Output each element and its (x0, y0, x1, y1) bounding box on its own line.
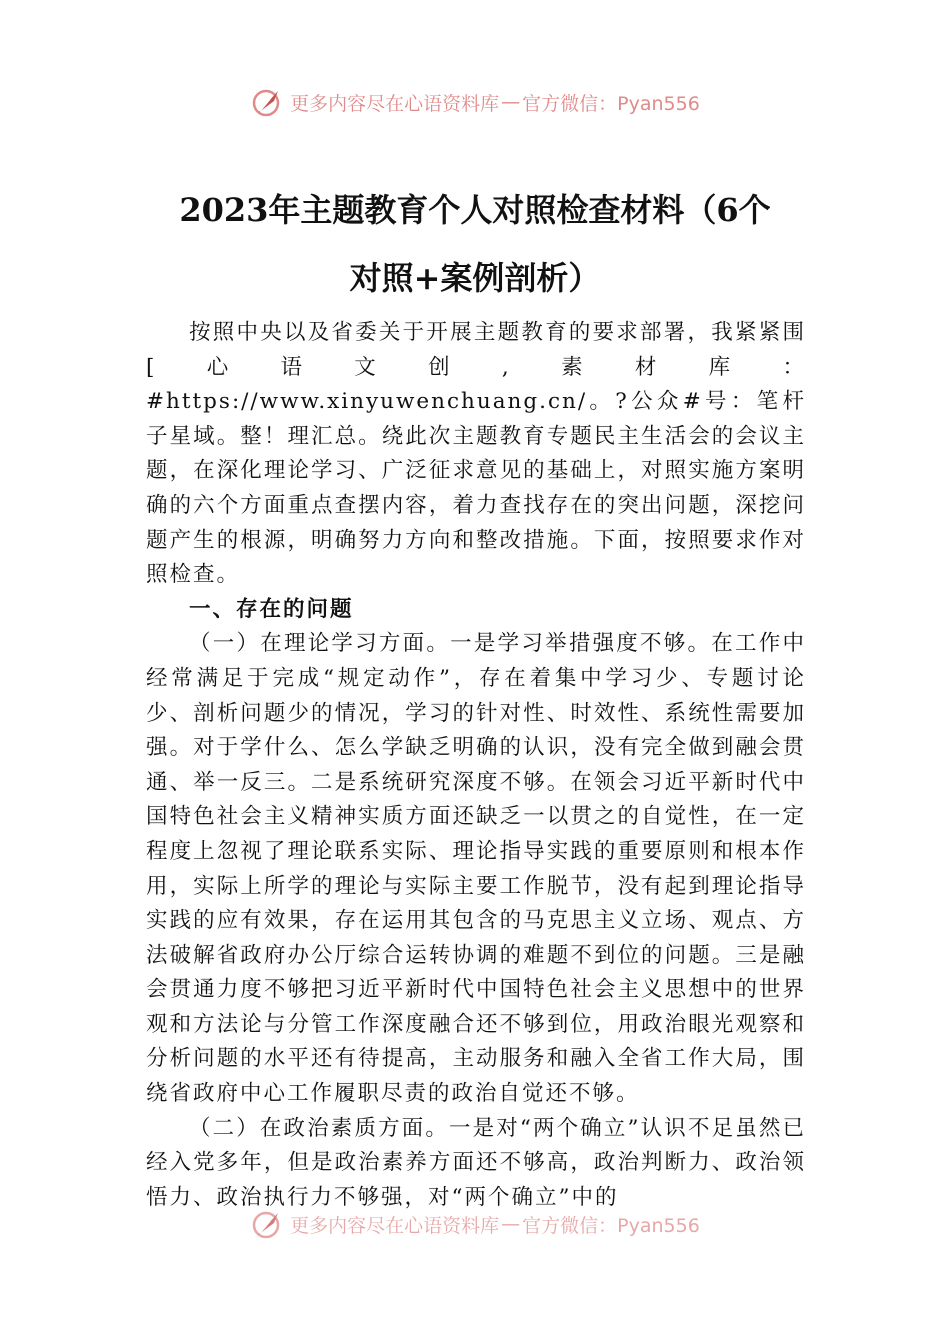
section-heading: 一、存在的问题 (189, 596, 354, 622)
watermark-contact: 官方微信：Pyan556 (522, 92, 700, 115)
watermark-separator: — (501, 1213, 521, 1235)
watermark-separator: — (501, 91, 521, 113)
watermark-contact: 官方微信：Pyan556 (522, 1214, 700, 1237)
document-title-line-1: 2023年主题教育个人对照检查材料（6个 (179, 191, 771, 229)
watermark-brand: 更多内容尽在心语资料库 (290, 1214, 500, 1237)
political-quality-paragraph: （二）在政治素质方面。一是对“两个确立”认识不足虽然已经入党多年，但是政治素养方面还不够高，政治判断力、政治领悟力、政治执行力不够强，对“两个确立”中的 (146, 1115, 806, 1210)
intro-paragraph: 按照中央以及省委关于开展主题教育的要求部署，我紧紧围[心语文创,素材库：#https://www.xinyuwenchuang.cn/。?公众#号：笔杆子星域。整！理汇总。绕此次主题教育专题民主生活会的会议主题，在深化理论学习、广泛征求意见的基础上，对照实施方案明确的六个方面重点查摆内容，着力查找存在的突出问题，深挖问题产生的根源，明确努力方向和整改措施。下面，按照要求作对照检查。 (146, 320, 806, 588)
watermark-brand: 更多内容尽在心语资料库 (290, 92, 500, 115)
watermark-footer (0, 1204, 950, 1244)
quill-logo-icon (250, 85, 284, 119)
document-body (146, 316, 806, 1216)
document-title-line-2: 对照+案例剖析） (349, 259, 601, 297)
quill-logo-icon (250, 1207, 284, 1241)
theory-study-paragraph: （一）在理论学习方面。一是学习举措强度不够。在工作中经常满足于完成“规定动作”，存在着集中学习少、专题讨论少、剖析问题少的情况，学习的针对性、时效性、系统性需要加强。对于学什么、怎么学缺乏明确的认识，没有完全做到融会贯通、举一反三。二是系统研究深度不够。在领会习近平新时代中国特色社会主义精神实质方面还缺乏一以贯之的自觉性，在一定程度上忽视了理论联系实际、理论指导实践的重要原则和根本作用，实际上所学的理论与实际主要工作脱节，没有起到理论指导实践的应有效果，存在运用其包含的马克思主义立场、观点、方法破解省政府办公厅综合运转协调的难题不到位的问题。三是融会贯通力度不够把习近平新时代中国特色社会主义思想中的世界观和方法论与分管工作深度融合还不够到位，用政治眼光观察和分析问题的水平还有待提高，主动服务和融入全省工作大局，围绕省政府中心工作履职尽责的政治自觉还不够。 (146, 631, 806, 1107)
watermark-header (0, 82, 950, 122)
